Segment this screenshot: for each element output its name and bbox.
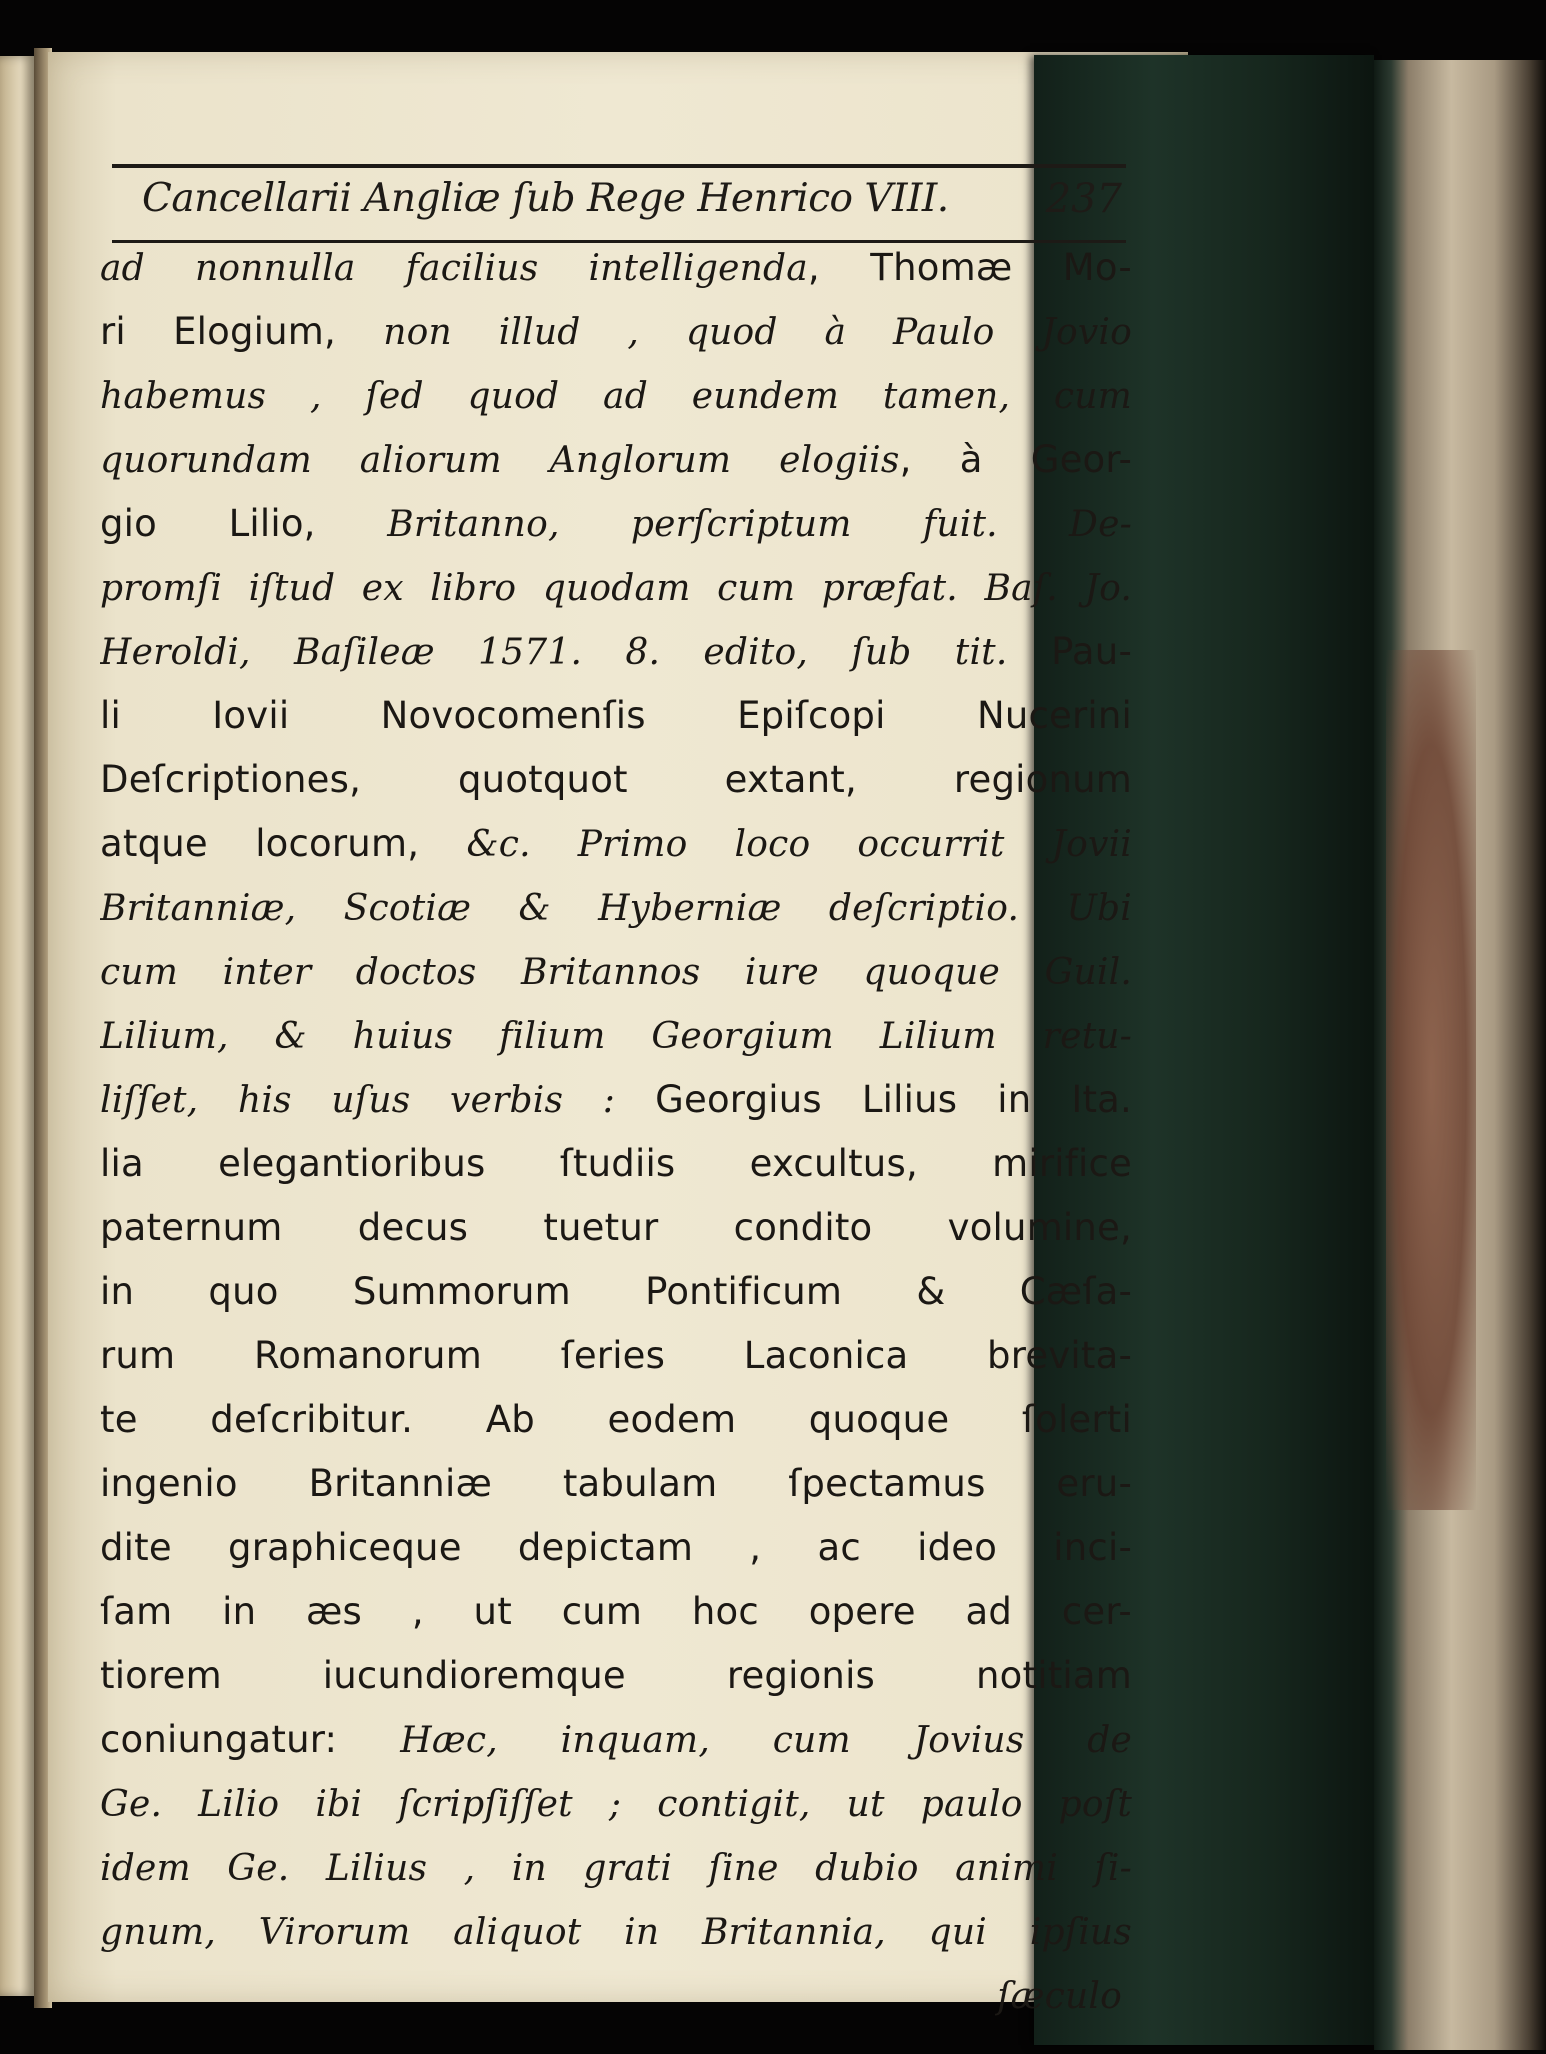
roman-segment: ſam in æs , ut cum hoc opere ad cer- bbox=[100, 1590, 1132, 1633]
cover-leather-patch bbox=[1386, 650, 1476, 1510]
text-line bbox=[100, 1132, 1132, 1196]
text-line bbox=[100, 1324, 1132, 1388]
left-page-edge bbox=[0, 56, 34, 1996]
roman-segment: atque locorum, bbox=[100, 822, 467, 865]
roman-segment: tiorem iucundioremque regionis notitiam bbox=[100, 1654, 1132, 1697]
roman-segment: te deſcribitur. Ab eodem quoque ſolerti bbox=[100, 1398, 1132, 1441]
text-line bbox=[100, 364, 1132, 428]
text-line bbox=[100, 684, 1132, 748]
running-title: Cancellarii Angliæ ſub Rege Henrico VIII. bbox=[142, 176, 949, 221]
italic-segment: quorundam aliorum Anglorum elogiis bbox=[100, 440, 900, 481]
text-line bbox=[100, 1196, 1132, 1260]
running-header bbox=[112, 164, 1126, 243]
italic-segment: Lilium, & huius filium Georgium Lilium retu- bbox=[100, 1016, 1132, 1057]
text-line bbox=[100, 1644, 1132, 1708]
text-line bbox=[100, 620, 1132, 684]
roman-segment: , à Geor- bbox=[899, 438, 1132, 481]
italic-segment: non illud , quod à Paulo Jovio bbox=[383, 312, 1132, 353]
text-line bbox=[100, 1836, 1132, 1900]
text-line bbox=[100, 492, 1132, 556]
italic-segment: cum inter doctos Britannos iure quoque Guil. bbox=[100, 952, 1132, 993]
roman-segment: in quo Summorum Pontificum & Cæſa- bbox=[100, 1270, 1132, 1313]
text-line bbox=[100, 1708, 1132, 1772]
roman-segment: lia elegantioribus ſtudiis excultus, mirifice bbox=[100, 1142, 1132, 1185]
text-line bbox=[100, 748, 1132, 812]
roman-segment: ingenio Britanniæ tabulam ſpectamus eru- bbox=[100, 1462, 1132, 1505]
roman-segment: ri Elogium, bbox=[100, 310, 384, 353]
roman-segment: Pau- bbox=[1007, 630, 1132, 673]
italic-segment: Heroldi, Baſileæ 1571. 8. edito, ſub tit. bbox=[100, 632, 1008, 673]
text-line bbox=[100, 1260, 1132, 1324]
italic-segment: idem Ge. Lilius , in grati ſine dubio animi ſi- bbox=[100, 1848, 1132, 1889]
italic-segment: Britanniæ, Scotiæ & Hyberniæ deſcriptio. Ubi bbox=[100, 888, 1132, 929]
text-line bbox=[100, 812, 1132, 876]
italic-segment: Britanno, perſcriptum fuit. De- bbox=[387, 504, 1132, 545]
text-line bbox=[100, 1900, 1132, 1964]
text-line bbox=[100, 300, 1132, 364]
italic-segment: habemus , ſed quod ad eundem tamen, cum bbox=[100, 376, 1132, 417]
text-lines bbox=[100, 236, 1132, 1964]
roman-segment: rum Romanorum ſeries Laconica brevita- bbox=[100, 1334, 1132, 1377]
text-line bbox=[100, 940, 1132, 1004]
text-line bbox=[100, 556, 1132, 620]
italic-segment: ad nonnulla facilius intelligenda bbox=[100, 248, 808, 289]
page-number: 237 bbox=[1045, 176, 1122, 222]
text-line bbox=[100, 1452, 1132, 1516]
italic-segment: liſſet, his uſus verbis : bbox=[100, 1080, 616, 1121]
text-line bbox=[100, 1516, 1132, 1580]
text-line bbox=[100, 1004, 1132, 1068]
italic-segment: promſi iſtud ex libro quodam cum præfat. Baſ. Jo. bbox=[100, 568, 1132, 609]
roman-segment: gio Lilio, bbox=[100, 502, 388, 545]
italic-segment: gnum, Virorum aliquot in Britannia, qui ipſius bbox=[100, 1912, 1132, 1953]
text-line bbox=[100, 236, 1132, 300]
roman-segment: Deſcriptiones, quotquot extant, regionum bbox=[100, 758, 1132, 801]
text-line bbox=[100, 876, 1132, 940]
text-line bbox=[100, 1388, 1132, 1452]
roman-segment: dite graphiceque depictam , ac ideo inci- bbox=[100, 1526, 1132, 1569]
italic-segment: Ge. Lilio ibi ſcripſiſſet ; contigit, ut paulo poſt bbox=[100, 1784, 1132, 1825]
roman-segment: paternum decus tuetur condito volumine, bbox=[100, 1206, 1132, 1249]
catchword-line bbox=[100, 1964, 1132, 2028]
catchword: ſæculo bbox=[997, 1976, 1122, 2017]
text-line bbox=[100, 1772, 1132, 1836]
italic-segment: Hæc, inquam, cum Jovius de bbox=[400, 1720, 1132, 1761]
text-line bbox=[100, 428, 1132, 492]
text-line bbox=[100, 1580, 1132, 1644]
roman-segment: li Iovii Novocomenſis Epiſcopi Nucerini bbox=[100, 694, 1132, 737]
roman-segment: Georgius Lilius in Ita. bbox=[615, 1078, 1132, 1121]
roman-segment: , Thomæ Mo- bbox=[807, 246, 1132, 289]
body-text bbox=[100, 236, 1132, 2028]
text-line bbox=[100, 1068, 1132, 1132]
roman-segment: coniungatur: bbox=[100, 1718, 401, 1761]
italic-segment: &c. Primo loco occurrit Jovii bbox=[466, 824, 1132, 865]
